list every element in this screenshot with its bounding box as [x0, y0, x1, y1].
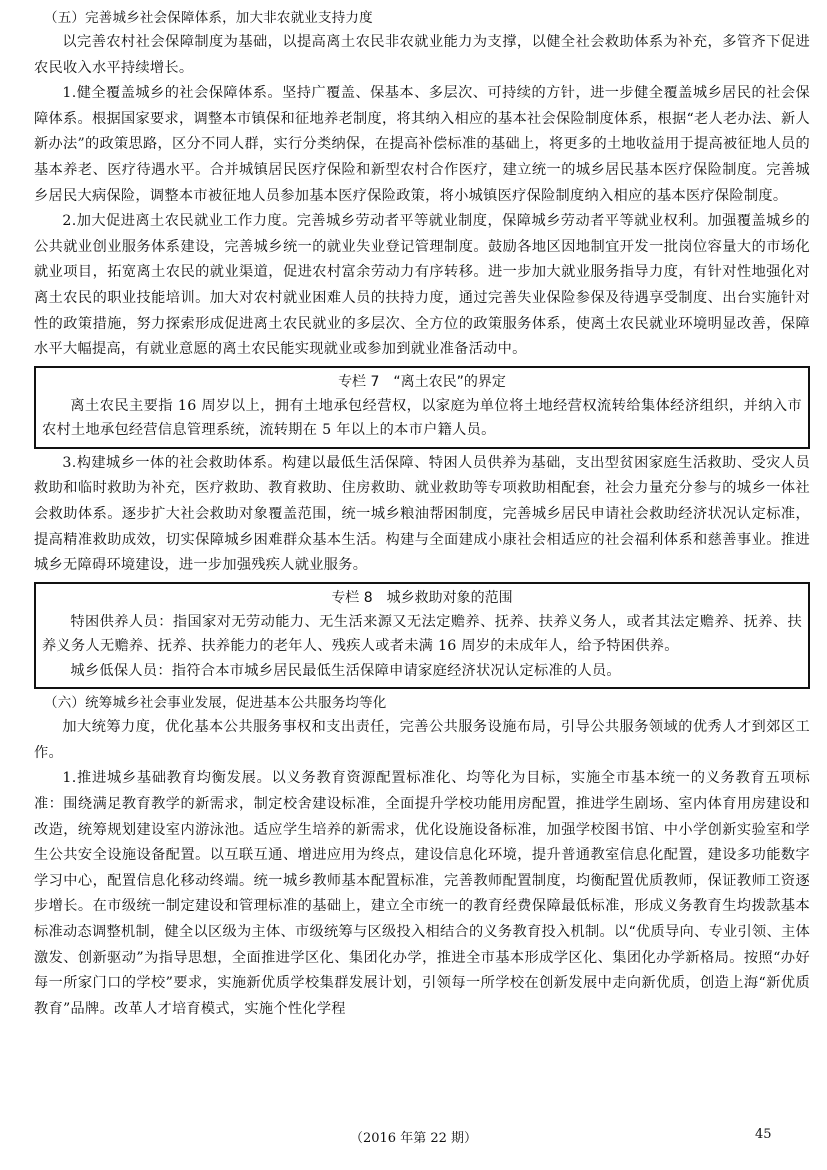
column-box-7-title: 专栏 7 “离土农民”的界定	[338, 373, 506, 390]
column-box-8-item-2: 城乡低保人员：指符合本市城乡居民最低生活保障申请家庭经济状况认定标准的人员。	[70, 662, 621, 679]
paragraph-education: 1.推进城乡基础教育均衡发展。以义务教育资源配置标准化、均等化为目标，实施全市基本统一的义务教育五项标准：围绕满足教育教学的新需求，制定校舍建设标准，全面提升学校功能用房配置，推进学生剧场、室内体育用房建设和改造，统筹规划建设室内游泳池。适应学生培养的新需求，优化设施设备标准，加强学校图书馆、中小学创新实验室和学生公共安全设施设备配置。以互联互通、增进应用为终点，建设信息化环境，提升普通教室信息化配置，建设多功能数字学习中心，配置信息化移动终端。统一城乡教师基本配置标准，完善教师配置制度，均衡配置优质教师，保证教师工资逐步增长。在市级统一制定建设和管理标准的基础上，建立全市统一的教育经费保障最低标准，形成义务教育生均拨款基本标准动态调整机制，健全以区级为主体、市级统筹与区级投入相结合的义务教育投入机制。以“优质导向、专业引领、主体激发、创新驱动”为指导思想，全面推进学区化、集团化办学，推进全市基本形成学区化、集团化办学新格局。按照“办好每一所家门口的学校”要求，实施新优质学校集群发展计划，引领每一所学校在创新发展中走向新优质，创造上海“新优质教育”品牌。改革人才培育模式，实施个性化学程	[34, 770, 810, 1017]
paragraph-intro-5: 以完善农村社会保障制度为基础，以提高离土农民非农就业能力为支撑，以健全社会救助体系为补充，多管齐下促进农民收入水平持续增长。	[34, 34, 810, 76]
page-footer	[0, 1127, 827, 1151]
paragraph-intro-6: 加大统筹力度，优化基本公共服务事权和支出责任，完善公共服务设施布局，引导公共服务领域的优秀人才到郊区工作。	[34, 719, 810, 761]
paragraph-employment: 2.加大促进离土农民就业工作力度。完善城乡劳动者平等就业制度，保障城乡劳动者平等就业权利。加强覆盖城乡的公共就业创业服务体系建设，完善城乡统一的就业失业登记管理制度。鼓励各地区因地制宜开发一批岗位容量大的市场化就业项目，拓宽离土农民的就业渠道，促进农村富余劳动力有序转移。进一步加大就业服务指导力度，有针对性地强化对离土农民的职业技能培训。加大对农村就业困难人员的扶持力度，通过完善失业保险参保及待遇享受制度、出台实施针对性的政策措施，努力探索形成促进离土农民就业的多层次、全方位的政策服务体系，使离土农民就业环境明显改善，保障水平大幅提高，有就业意愿的离土农民能实现就业或参加到就业准备活动中。	[34, 213, 810, 358]
column-box-7-text: 离土农民主要指 16 周岁以上，拥有土地承包经营权，以家庭为单位将土地经营权流转给集体经济组织，并纳入市农村土地承包经营信息管理系统，流转期在 5 年以上的本市户籍人员。	[42, 397, 802, 439]
paragraph-social-assistance: 3.构建城乡一体的社会救助体系。构建以最低生活保障、特困人员供养为基础，支出型贫困家庭生活救助、受灾人员救助和临时救助为补充，医疗救助、教育救助、住房救助、就业救助等专项救助相配套，社会力量充分参与的城乡一体社会救助体系。逐步扩大社会救助对象覆盖范围，统一城乡粮油帮困制度，完善城乡居民申请社会救助经济状况认定标准，提高精准救助成效，切实保障城乡困难群众基本生活。构建与全面建成小康社会相适应的社会福利体系和慈善事业。推进城乡无障碍环境建设，进一步加强残疾人就业服务。	[34, 454, 810, 574]
column-box-8	[34, 582, 810, 690]
column-box-8-item-1: 特困供养人员：指国家对无劳动能力、无生活来源又无法定赡养、抚养、扶养义务人，或者其法定赡养、抚养、扶养义务人无赡养、抚养、扶养能力的老年人、残疾人或者未满 16 周岁的未成年人，给予特困供养。	[42, 613, 802, 655]
paragraph-social-security: 1.健全覆盖城乡的社会保障体系。坚持广覆盖、保基本、多层次、可持续的方针，进一步健全覆盖城乡居民的社会保障体系。根据国家要求，调整本市镇保和征地养老制度，将其纳入相应的基本社会保险制度体系，根据“老人老办法、新人新办法”的政策思路，区分不同人群，实行分类纳保，在提高补偿标准的基础上，将更多的土地收益用于提高被征地人员的基本养老、医疗待遇水平。合并城镇居民医疗保险和新型农村合作医疗，建立统一的城乡居民基本医疗保险制度。完善城乡居民大病保险，调整本市被征地人员参加基本医疗保险政策，将小城镇医疗保险制度纳入相应的基本医疗保险制度。	[34, 85, 810, 204]
page-number: 45	[755, 1127, 772, 1142]
section-heading-6: （六）统筹城乡社会事业发展，促进基本公共服务均等化	[44, 695, 387, 712]
document-page	[34, 6, 810, 1022]
issue-label: （2016 年第 22 期）	[349, 1131, 478, 1146]
column-box-8-title: 专栏 8 城乡救助对象的范围	[331, 589, 513, 606]
section-heading-5: （五）完善城乡社会保障体系，加大非农就业支持力度	[44, 10, 373, 26]
column-box-7	[34, 366, 810, 449]
